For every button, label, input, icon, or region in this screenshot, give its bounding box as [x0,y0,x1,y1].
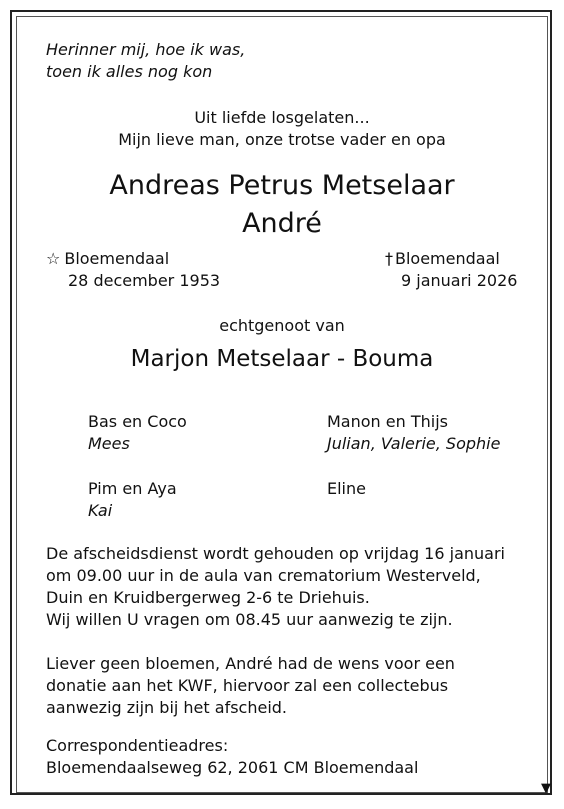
service-line: De afscheidsdienst wordt gehouden op vrijdag 16 januari [46,544,505,563]
poem-line-2: toen ik alles nog kon [46,62,213,81]
deceased-full-name: Andreas Petrus Metselaar [109,170,455,201]
birth-place-row [46,248,169,270]
flowers-paragraph [46,653,455,719]
birth-date: 28 december 1953 [68,271,221,290]
service-paragraph [46,543,505,631]
flowers-line: aanwezig zijn bij het afscheid. [46,698,287,717]
spouse-relation: echtgenoot van [219,316,345,335]
poem-line-1: Herinner mij, hoe ik was, [46,40,246,59]
spouse-name: Marjon Metselaar - Bouma [130,346,434,372]
family-grandchildren-1: Mees [88,434,130,453]
deceased-call-name: André [242,208,322,239]
death-place-row [385,248,500,270]
family-parents-4: Eline [327,479,366,498]
scroll-down-icon[interactable]: ▼ [541,781,551,796]
service-line: Wij willen U vragen om 08.45 uur aanwezig te zijn. [46,610,453,629]
cross-icon: † [385,249,393,268]
family-parents-1: Bas en Coco [88,412,187,431]
death-place: Bloemendaal [395,249,500,268]
correspondence-block [46,735,418,779]
birth-place: Bloemendaal [64,249,170,268]
family-parents-3: Pim en Aya [88,479,177,498]
correspondence-label: Correspondentieadres: [46,736,229,755]
family-grandchildren-2: Julian, Valerie, Sophie [327,434,501,453]
flowers-line: Liever geen bloemen, André had de wens voor een [46,654,455,673]
correspondence-address: Bloemendaalseweg 62, 2061 CM Bloemendaal [46,758,419,777]
family-grandchildren-3: Kai [88,501,113,520]
intro-line-1: Uit liefde losgelaten... [194,108,370,127]
service-line: Duin en Kruidbergerweg 2-6 te Driehuis. [46,588,370,607]
flowers-line: donatie aan het KWF, hiervoor zal een collectebus [46,676,449,695]
star-icon: ☆ [46,249,61,268]
family-parents-2: Manon en Thijs [327,412,448,431]
death-date: 9 januari 2026 [401,271,518,290]
service-line: om 09.00 uur in de aula van crematorium Westerveld, [46,566,481,585]
intro-line-2: Mijn lieve man, onze trotse vader en opa [118,130,446,149]
